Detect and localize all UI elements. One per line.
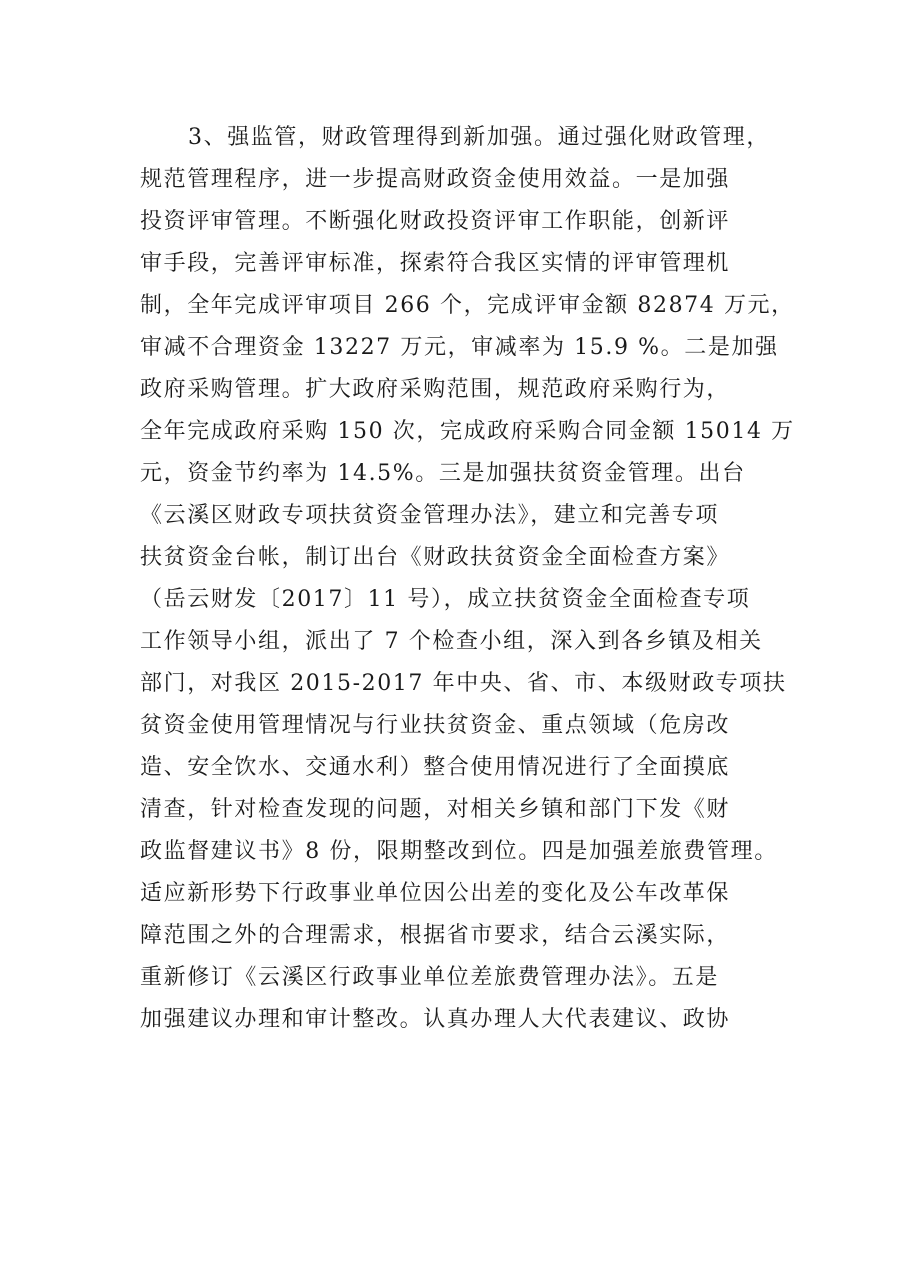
text-line: 部门，对我区 2015-2017 年中央、省、市、本级财政专项扶 [140, 671, 787, 696]
text-line: 适应新形势下行政事业单位因公出差的变化及公车改革保 [140, 881, 731, 906]
text-line: 障范围之外的合理需求，根据省市要求，结合云溪实际， [140, 923, 731, 948]
text-line: 政监督建议书》8 份，限期整改到位。四是加强差旅费管理。 [140, 839, 778, 864]
text-line: 审手段，完善评审标准，探索符合我区实情的评审管理机 [140, 251, 731, 276]
text-line: 加强建议办理和审计整改。认真办理人大代表建议、政协 [140, 1007, 731, 1032]
text-line: 3、强监管，财政管理得到新加强。通过强化财政管理， [188, 125, 770, 150]
text-line: 制，全年完成评审项目 266 个，完成评审金额 82874 万元， [140, 293, 795, 318]
text-line: 造、安全饮水、交通水利）整合使用情况进行了全面摸底 [140, 755, 731, 780]
text-line: 全年完成政府采购 150 次，完成政府采购合同金额 15014 万 [140, 419, 795, 444]
text-line: 扶贫资金台帐，制订出台《财政扶贫资金全面检查方案》 [140, 545, 731, 570]
text-line: 《云溪区财政专项扶贫资金管理办法》，建立和完善专项 [140, 503, 720, 528]
text-line: 工作领导小组，派出了 7 个检查小组，深入到各乡镇及相关 [140, 629, 763, 654]
text-line: 政府采购管理。扩大政府采购范围，规范政府采购行为， [140, 377, 731, 402]
text-line: 贫资金使用管理情况与行业扶贫资金、重点领域（危房改 [140, 713, 731, 738]
text-line: 审减不合理资金 13227 万元，审减率为 15.9 %。二是加强 [140, 335, 779, 360]
text-line: 元，资金节约率为 14.5%。三是加强扶贫资金管理。出台 [140, 461, 746, 486]
text-line: 规范管理程序，进一步提高财政资金使用效益。一是加强 [140, 167, 731, 192]
text-line: 清查，针对检查发现的问题，对相关乡镇和部门下发《财 [140, 797, 731, 822]
text-line: （岳云财发〔2017〕11 号），成立扶贫资金全面检查专项 [140, 587, 751, 612]
text-line: 投资评审管理。不断强化财政投资评审工作职能，创新评 [140, 209, 731, 234]
text-line: 重新修订《云溪区行政事业单位差旅费管理办法》。五是 [140, 965, 720, 990]
